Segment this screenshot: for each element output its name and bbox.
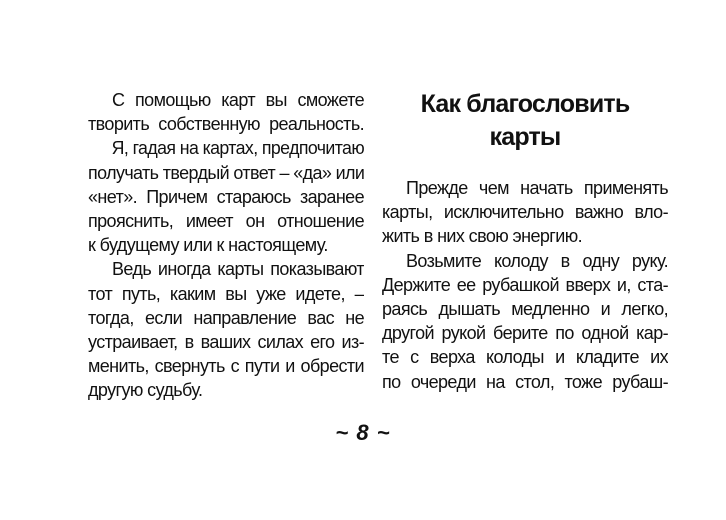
heading-line: Как благословить (420, 90, 630, 118)
page-number: ~ 8 ~ (335, 420, 391, 445)
section-heading (382, 88, 668, 154)
text-line: другую судьбу. (88, 380, 203, 401)
text-line: к будущему или к настоящему. (88, 235, 328, 256)
text-line: те с верха колоды и кладите их (382, 347, 668, 368)
text-line: творить собственную реальность. (88, 114, 364, 135)
text-line: Я, гадая на картах, предпочитаю (111, 138, 365, 159)
heading-line: карты (489, 123, 561, 151)
text-line: Прежде чем начать применять (406, 178, 668, 198)
left-column (88, 88, 364, 402)
text-line: «нет». Причем стараюсь заранее (88, 186, 364, 207)
text-line: прояснить, имеет он отношение (88, 210, 364, 231)
text-line: Ведь иногда карты показывают (112, 259, 364, 280)
text-line: менить, свернуть с пути и обрести (88, 356, 364, 377)
text-line: карты, исключительно важно вло- (382, 202, 668, 223)
right-column (382, 88, 668, 394)
text-line: Возьмите колоду в одну руку. (406, 250, 668, 271)
text-line: С помощью карт вы сможете (112, 90, 364, 110)
text-line: жить в них свою энергию. (382, 226, 583, 247)
text-line: тот путь, каким вы уже идете, – (88, 283, 364, 304)
text-line: по очереди на стол, тоже рубаш- (382, 371, 668, 392)
text-line: тогда, если направление вас не (88, 307, 364, 328)
text-line: Держите ее рубашкой вверх и, ста- (382, 274, 668, 295)
text-line: другой рукой берите по одной кар- (382, 323, 668, 344)
text-line: получать твердый ответ – «да» или (88, 162, 364, 183)
text-line: устраивает, в ваших силах его из- (88, 331, 364, 352)
text-line: раясь дышать медленно и легко, (382, 298, 668, 319)
